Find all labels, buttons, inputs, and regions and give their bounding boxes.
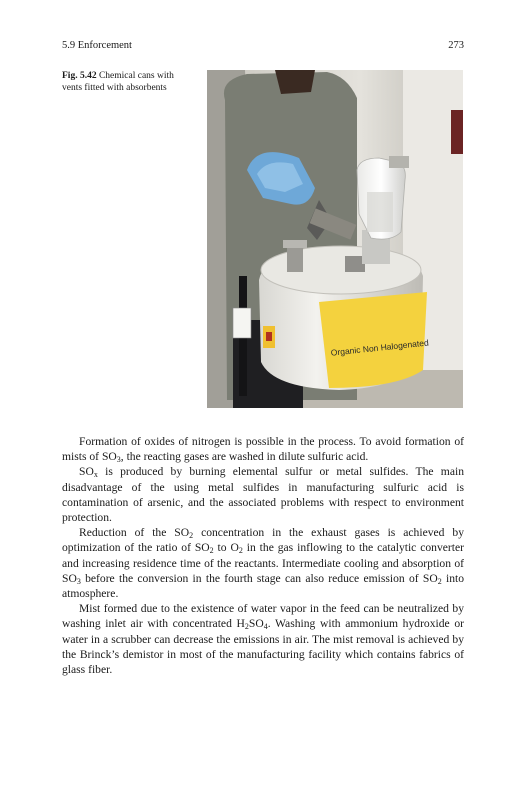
subscript: 2 — [238, 546, 243, 556]
text-run: before the conversion in the fourth stage can also reduce emission of SO — [80, 571, 438, 585]
paragraph — [62, 464, 464, 525]
section-title: 5.9 Enforcement — [62, 40, 132, 51]
paragraph — [62, 434, 464, 464]
text-run: Reduction of the SO — [79, 526, 190, 540]
subscript: 2 — [189, 531, 194, 541]
figure-label: Fig. 5.42 — [62, 71, 97, 81]
text-run: to O — [213, 541, 239, 555]
can-label-text: Organic Non Halogenated — [330, 337, 430, 358]
figure-photo — [207, 70, 463, 408]
running-header — [62, 40, 464, 54]
subscript: 2 — [244, 622, 249, 632]
text-run: Mist formed due to the existence of water vapor in the feed can be neutralized by washing inlet air with concentrated H — [62, 602, 464, 631]
chemical-can-photo — [207, 70, 463, 408]
text-run: Formation of oxides of nitrogen is possible in the process. To avoid formation of mists of SO — [62, 435, 464, 464]
text-run: SO — [79, 465, 94, 479]
subscript: 2 — [437, 576, 442, 586]
subscript: x — [93, 470, 98, 480]
text-run: , the reacting gases are washed in dilute sulfuric acid. — [120, 450, 369, 464]
text-run: concentration in the exhaust gases is achieved by optimization of the ratio of SO — [62, 526, 464, 555]
page-number: 273 — [448, 40, 464, 51]
subscript: 3 — [76, 576, 81, 586]
body-text — [62, 434, 464, 677]
subscript: 4 — [263, 622, 268, 632]
text-run: in the gas inflowing to the catalytic converter and increasing residence time of the reactants. Intermediate cooling and absorption of SO — [62, 541, 465, 585]
text-run: is produced by burning elemental sulfur or metal sulfides. The main disadvantage of the using metal sulfides in manufacturing sulfuric acid is contamination of arsenic, and the associated problems with respect to environment protection. — [62, 465, 464, 525]
text-run: SO — [248, 617, 264, 631]
subscript: 3 — [116, 455, 121, 465]
figure-caption-text: Chemical cans with vents fitted with absorbents — [62, 71, 174, 93]
paragraph — [62, 525, 464, 601]
paragraph — [62, 601, 464, 677]
text-run: . Washing with ammonium hydroxide or water in a scrubber can decrease the emissions in air. The mist removal is achieved by the Brinck’s demistor in most of the manufacturing facility which contains fabrics of glass fiber. — [62, 617, 464, 677]
text-run: into atmosphere. — [62, 571, 465, 601]
figure-caption — [62, 70, 182, 94]
subscript: 2 — [209, 546, 214, 556]
